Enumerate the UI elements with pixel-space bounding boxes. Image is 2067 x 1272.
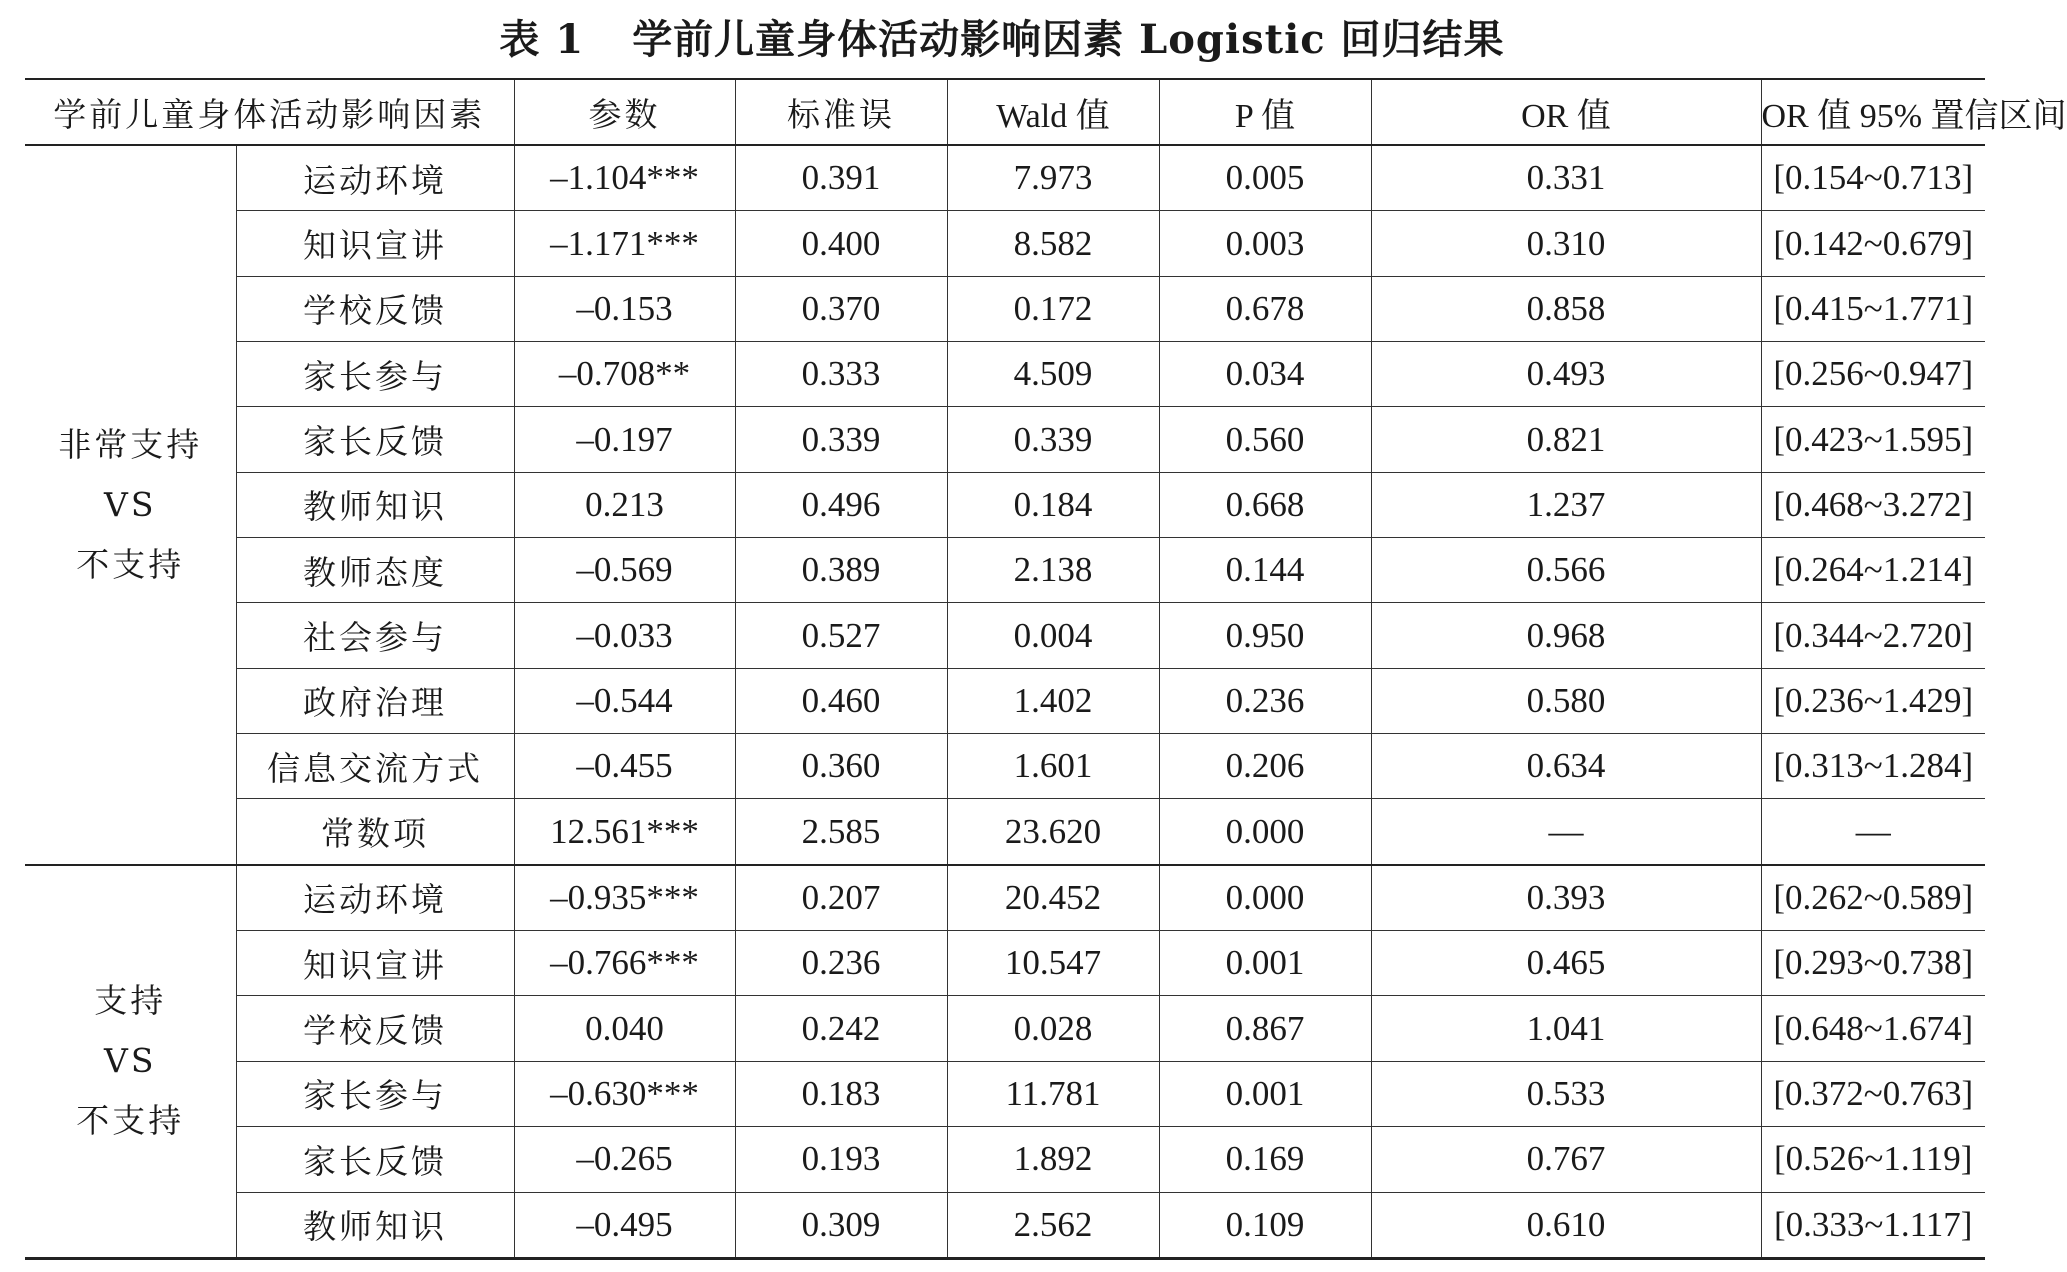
header-wald: Wald 值 [947, 79, 1159, 145]
wald-cell: 23.620 [947, 799, 1159, 865]
table-row [25, 668, 1985, 733]
param-cell: –0.455 [514, 734, 735, 799]
p-cell: 0.950 [1159, 603, 1371, 668]
factor-cell: 运动环境 [236, 865, 514, 931]
wald-cell: 0.339 [947, 407, 1159, 472]
param-cell: –0.033 [514, 603, 735, 668]
wald-cell: 1.892 [947, 1127, 1159, 1192]
param-cell: –0.569 [514, 538, 735, 603]
or-cell: 0.465 [1371, 931, 1761, 996]
wald-cell: 20.452 [947, 865, 1159, 931]
table-row [25, 734, 1985, 799]
se-cell: 0.339 [735, 407, 947, 472]
ci-cell: [0.256~0.947] [1761, 342, 1985, 407]
table-row [25, 865, 1985, 931]
se-cell: 0.309 [735, 1192, 947, 1259]
table-row [25, 342, 1985, 407]
ci-cell: [0.415~1.771] [1761, 276, 1985, 341]
factor-cell: 教师态度 [236, 538, 514, 603]
factor-cell: 家长反馈 [236, 1127, 514, 1192]
se-cell: 0.193 [735, 1127, 947, 1192]
factor-cell: 常数项 [236, 799, 514, 865]
ci-cell: [0.333~1.117] [1761, 1192, 1985, 1259]
se-cell: 0.360 [735, 734, 947, 799]
group-label-line: VS [104, 484, 157, 524]
se-cell: 0.527 [735, 603, 947, 668]
or-cell: 0.968 [1371, 603, 1761, 668]
p-cell: 0.001 [1159, 931, 1371, 996]
table-row [25, 799, 1985, 865]
ci-cell: [0.372~0.763] [1761, 1061, 1985, 1126]
or-cell: 0.821 [1371, 407, 1761, 472]
p-cell: 0.144 [1159, 538, 1371, 603]
ci-cell: [0.423~1.595] [1761, 407, 1985, 472]
se-cell: 0.370 [735, 276, 947, 341]
table-row [25, 1127, 1985, 1192]
wald-cell: 2.562 [947, 1192, 1159, 1259]
table-row [25, 211, 1985, 276]
or-cell: 0.767 [1371, 1127, 1761, 1192]
p-cell: 0.678 [1159, 276, 1371, 341]
group-label-line: 支持 [94, 981, 167, 1021]
p-cell: 0.109 [1159, 1192, 1371, 1259]
ci-cell: [0.142~0.679] [1761, 211, 1985, 276]
wald-cell: 0.184 [947, 472, 1159, 537]
factor-cell: 学校反馈 [236, 996, 514, 1061]
ci-cell: [0.154~0.713] [1761, 145, 1985, 211]
factor-cell: 运动环境 [236, 145, 514, 211]
header-row [25, 79, 1985, 145]
table-row [25, 1061, 1985, 1126]
se-cell: 0.183 [735, 1061, 947, 1126]
param-cell: –0.544 [514, 668, 735, 733]
ci-cell: [0.262~0.589] [1761, 865, 1985, 931]
group-label-line: 非常支持 [58, 424, 203, 464]
wald-cell: 0.172 [947, 276, 1159, 341]
wald-cell: 0.004 [947, 603, 1159, 668]
table-row [25, 276, 1985, 341]
table-row [25, 472, 1985, 537]
se-cell: 0.207 [735, 865, 947, 931]
factor-cell: 家长参与 [236, 342, 514, 407]
param-cell: 0.040 [514, 996, 735, 1061]
or-cell: 1.237 [1371, 472, 1761, 537]
param-cell: 0.213 [514, 472, 735, 537]
group-label-line: 不支持 [76, 1101, 185, 1141]
ci-cell: [0.344~2.720] [1761, 603, 1985, 668]
ci-cell: [0.526~1.119] [1761, 1127, 1985, 1192]
wald-cell: 8.582 [947, 211, 1159, 276]
p-cell: 0.206 [1159, 734, 1371, 799]
wald-cell: 1.402 [947, 668, 1159, 733]
ci-cell: [0.236~1.429] [1761, 668, 1985, 733]
or-cell: 0.331 [1371, 145, 1761, 211]
wald-cell: 11.781 [947, 1061, 1159, 1126]
header-or: OR 值 [1371, 79, 1761, 145]
or-cell: — [1371, 799, 1761, 865]
table-row [25, 1192, 1985, 1259]
param-cell: –0.935*** [514, 865, 735, 931]
or-cell: 0.858 [1371, 276, 1761, 341]
table-body [25, 145, 1985, 1259]
factor-cell: 知识宣讲 [236, 931, 514, 996]
se-cell: 0.242 [735, 996, 947, 1061]
p-cell: 0.034 [1159, 342, 1371, 407]
param-cell: –1.104*** [514, 145, 735, 211]
param-cell: –0.766*** [514, 931, 735, 996]
or-cell: 0.310 [1371, 211, 1761, 276]
factor-cell: 社会参与 [236, 603, 514, 668]
se-cell: 0.391 [735, 145, 947, 211]
header-param: 参数 [514, 79, 735, 145]
p-cell: 0.867 [1159, 996, 1371, 1061]
p-cell: 0.003 [1159, 211, 1371, 276]
p-cell: 0.560 [1159, 407, 1371, 472]
ci-cell: [0.648~1.674] [1761, 996, 1985, 1061]
regression-table [25, 78, 2067, 1260]
param-cell: –0.708** [514, 342, 735, 407]
header-se: 标准误 [735, 79, 947, 145]
se-cell: 0.460 [735, 668, 947, 733]
comparison-group-label [25, 865, 236, 1259]
p-cell: 0.236 [1159, 668, 1371, 733]
se-cell: 0.496 [735, 472, 947, 537]
se-cell: 2.585 [735, 799, 947, 865]
factor-cell: 家长参与 [236, 1061, 514, 1126]
wald-cell: 7.973 [947, 145, 1159, 211]
param-cell: –0.495 [514, 1192, 735, 1259]
table-row [25, 931, 1985, 996]
ci-cell: [0.264~1.214] [1761, 538, 1985, 603]
or-cell: 0.634 [1371, 734, 1761, 799]
factor-cell: 教师知识 [236, 1192, 514, 1259]
p-cell: 0.005 [1159, 145, 1371, 211]
param-cell: –0.153 [514, 276, 735, 341]
table-row [25, 407, 1985, 472]
or-cell: 0.566 [1371, 538, 1761, 603]
header-p: P 值 [1159, 79, 1371, 145]
wald-cell: 2.138 [947, 538, 1159, 603]
table-caption: 学前儿童身体活动影响因素 Logistic 回归结果 [632, 16, 1505, 63]
p-cell: 0.000 [1159, 865, 1371, 931]
or-cell: 1.041 [1371, 996, 1761, 1061]
wald-cell: 10.547 [947, 931, 1159, 996]
p-cell: 0.169 [1159, 1127, 1371, 1192]
factor-cell: 家长反馈 [236, 407, 514, 472]
group-label-line: 不支持 [76, 544, 185, 584]
param-cell: –1.171*** [514, 211, 735, 276]
p-cell: 0.668 [1159, 472, 1371, 537]
table-number: 表 1 [499, 16, 585, 63]
se-cell: 0.400 [735, 211, 947, 276]
ci-cell: [0.313~1.284] [1761, 734, 1985, 799]
p-cell: 0.001 [1159, 1061, 1371, 1126]
ci-cell: [0.293~0.738] [1761, 931, 1985, 996]
param-cell: –0.265 [514, 1127, 735, 1192]
or-cell: 0.493 [1371, 342, 1761, 407]
table-row [25, 603, 1985, 668]
factor-cell: 学校反馈 [236, 276, 514, 341]
table-row [25, 538, 1985, 603]
factor-cell: 知识宣讲 [236, 211, 514, 276]
param-cell: 12.561*** [514, 799, 735, 865]
or-cell: 0.533 [1371, 1061, 1761, 1126]
p-cell: 0.000 [1159, 799, 1371, 865]
table-row [25, 145, 1985, 211]
wald-cell: 0.028 [947, 996, 1159, 1061]
factor-cell: 政府治理 [236, 668, 514, 733]
table-row [25, 996, 1985, 1061]
wald-cell: 4.509 [947, 342, 1159, 407]
param-cell: –0.630*** [514, 1061, 735, 1126]
or-cell: 0.610 [1371, 1192, 1761, 1259]
se-cell: 0.389 [735, 538, 947, 603]
or-cell: 0.393 [1371, 865, 1761, 931]
group-label-line: VS [104, 1041, 157, 1081]
ci-cell: — [1761, 799, 1985, 865]
factor-cell: 信息交流方式 [236, 734, 514, 799]
header-ci: OR 值 95% 置信区间 [1761, 79, 1985, 145]
or-cell: 0.580 [1371, 668, 1761, 733]
se-cell: 0.236 [735, 931, 947, 996]
wald-cell: 1.601 [947, 734, 1159, 799]
header-factor: 学前儿童身体活动影响因素 [25, 79, 514, 145]
se-cell: 0.333 [735, 342, 947, 407]
param-cell: –0.197 [514, 407, 735, 472]
factor-cell: 教师知识 [236, 472, 514, 537]
comparison-group-label [25, 145, 236, 865]
table-title [0, 8, 2004, 65]
ci-cell: [0.468~3.272] [1761, 472, 1985, 537]
